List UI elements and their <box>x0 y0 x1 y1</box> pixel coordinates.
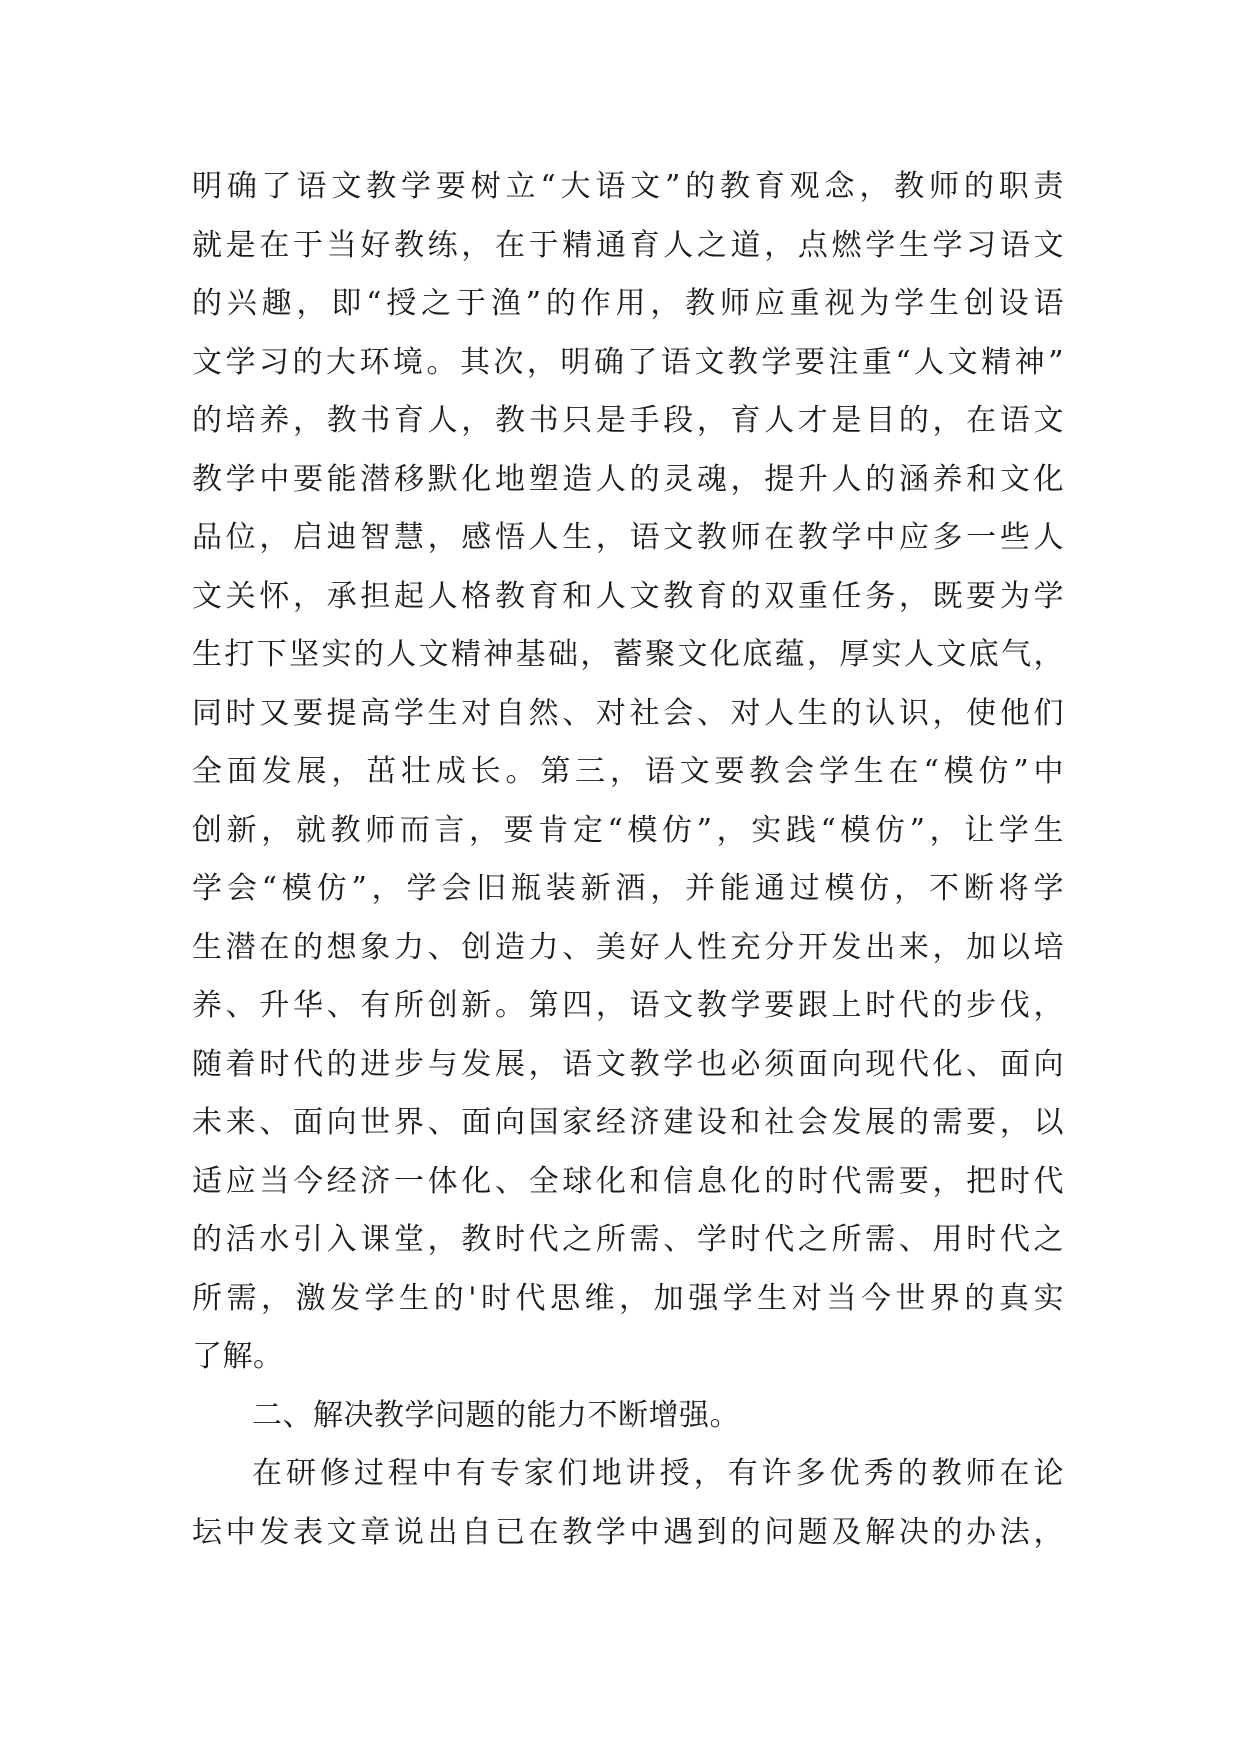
text-line: 明确了语文教学要树立“大语文”的教育观念，教师的职责 <box>192 169 1064 204</box>
text-line: 所需，激发学生的'时代思维，加强学生对当今世界的真实 <box>192 1280 1064 1316</box>
text-line: 的培养，教书育人，教书只是手段，育人才是目的，在语文 <box>192 403 1064 438</box>
text-line: 同时又要提高学生对自然、对社会、对人生的认识，使他们 <box>192 695 1064 731</box>
text-line: 了解。 <box>192 1339 284 1374</box>
text-line: 坛中发表文章说出自已在教学中遇到的问题及解决的办法， <box>192 1514 1064 1550</box>
text-line: 学会“模仿”，学会旧瓶装新酒，并能通过模仿，不断将学 <box>192 871 1064 906</box>
text-line: 在研修过程中有专家们地讲授，有许多优秀的教师在论 <box>252 1456 1064 1491</box>
paragraph-2 <box>192 1445 1064 1562</box>
text-line: 就是在于当好教练，在于精通育人之道，点燃学生学习语文 <box>192 227 1064 263</box>
text-line: 生打下坚实的人文精神基础，蓄聚文化底蕴，厚实人文底气， <box>192 637 1064 672</box>
text-line: 生潜在的想象力、创造力、美好人性充分开发出来，加以培 <box>192 929 1064 965</box>
text-line: 品位，启迪智慧，感悟人生，语文教师在教学中应多一些人 <box>192 520 1064 555</box>
text-line: 的活水引入课堂，教时代之所需、学时代之所需、用时代之 <box>192 1222 1064 1257</box>
text-line: 未来、面向世界、面向国家经济建设和社会发展的需要，以 <box>192 1105 1064 1140</box>
text-line: 随着时代的进步与发展，语文教学也必须面向现代化、面向 <box>192 1046 1064 1082</box>
text-line: 全面发展，茁壮成长。第三，语文要教会学生在“模仿”中 <box>192 754 1064 789</box>
section-heading: 二、解决教学问题的能力不断增强。 <box>252 1397 740 1433</box>
text-line: 文关怀，承担起人格教育和人文教育的双重任务，既要为学 <box>192 578 1064 614</box>
document-body <box>192 158 1064 1562</box>
paragraph-1 <box>192 158 1064 1387</box>
text-line: 文学习的大环境。其次，明确了语文教学要注重“人文精神” <box>192 344 1064 380</box>
text-line: 养、升华、有所创新。第四，语文教学要跟上时代的步伐， <box>192 988 1064 1023</box>
text-line: 教学中要能潜移默化地塑造人的灵魂，提升人的涵养和文化 <box>192 461 1064 497</box>
text-line: 的兴趣，即“授之于渔”的作用，教师应重视为学生创设语 <box>192 286 1064 321</box>
text-line: 适应当今经济一体化、全球化和信息化的时代需要，把时代 <box>192 1163 1064 1199</box>
text-line: 创新，就教师而言，要肯定“模仿”，实践“模仿”，让学生 <box>192 812 1064 848</box>
